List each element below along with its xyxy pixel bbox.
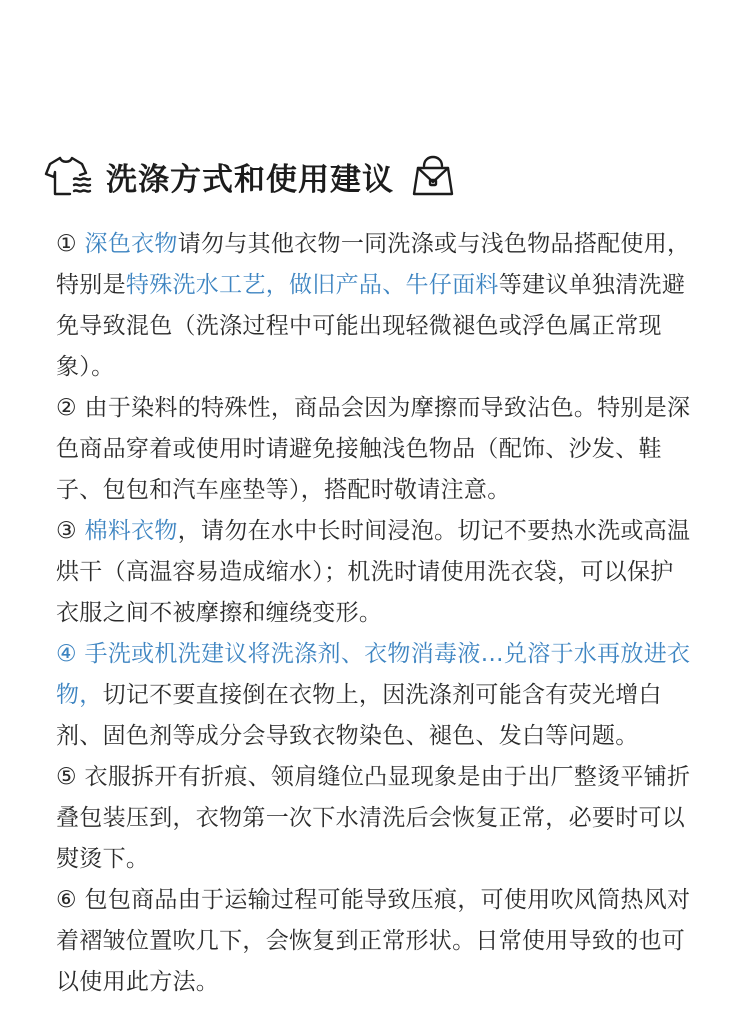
- instruction-text: 等建议单独清洗避免导致混色（洗涤过程中可能出现轻微褪色或浮色属正常现象）。: [56, 272, 686, 380]
- instruction-text: ①: [56, 231, 85, 257]
- highlighted-text: 深色衣物: [84, 231, 178, 257]
- page-title: 洗涤方式和使用建议: [106, 161, 394, 198]
- instruction-item: [56, 634, 696, 757]
- highlighted-text: ④ 手洗或机洗建议将洗涤剂、衣物消毒液…兑溶于水再放进衣物，: [56, 641, 691, 708]
- instruction-text: ⑥ 包包商品由于运输过程可能导致压痕，可使用吹风筒热风对着褶皱位置吹几下，会恢复到正常形状。日常使用导致的也可以使用此方法。: [56, 887, 691, 995]
- instruction-text: ② 由于染料的特殊性，商品会因为摩擦而导致沾色。特别是深色商品穿着或使用时请避免接触浅色物品（配饰、沙发、鞋子、包包和汽车座垫等），搭配时敬请注意。: [56, 395, 691, 503]
- instruction-item: [56, 388, 696, 511]
- instruction-item: [56, 224, 696, 388]
- tshirt-wash-icon: [44, 152, 94, 200]
- instruction-text: ，请勿在水中长时间浸泡。切记不要热水洗或高温烘干（高温容易造成缩水）；机洗时请使用洗衣袋，可以保护衣服之间不被摩擦和缠绕变形。: [56, 518, 691, 626]
- section-header: [44, 150, 458, 202]
- instruction-text: 切记不要直接倒在衣物上，因洗涤剂可能含有荧光增白剂、固色剂等成分会导致衣物染色、褪色、发白等问题。: [56, 682, 662, 749]
- instruction-item: [56, 757, 696, 880]
- instruction-item: [56, 880, 696, 1003]
- instruction-text: ⑤ 衣服拆开有折痕、领肩缝位凸显现象是由于出厂整烫平铺折叠包装压到，衣物第一次下水清洗后会恢复正常，必要时可以熨烫下。: [56, 764, 691, 872]
- instruction-item: [56, 511, 696, 634]
- highlighted-text: 棉料衣物: [84, 518, 178, 544]
- instruction-text: 请勿与其他衣物一同洗涤或与浅色物品搭配使用，特别是: [56, 231, 691, 298]
- highlighted-text: 特殊洗水工艺，做旧产品、牛仔面料: [125, 272, 499, 298]
- care-instructions: [56, 224, 696, 1003]
- instruction-text: ③: [56, 518, 85, 544]
- handbag-icon: [408, 152, 458, 200]
